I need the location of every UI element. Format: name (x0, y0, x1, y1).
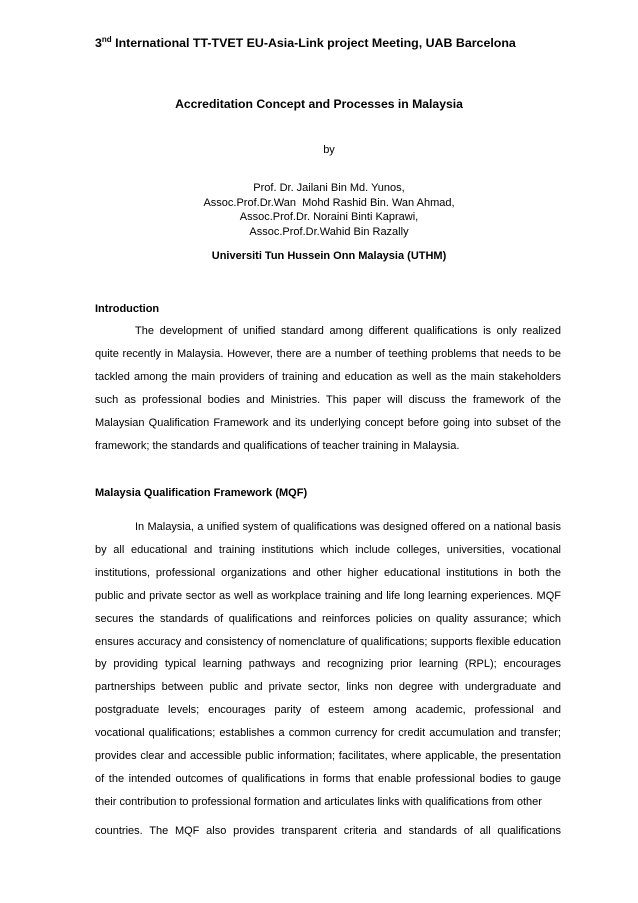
author-3: Assoc.Prof.Dr. Noraini Binti Kaprawi, (239, 211, 419, 223)
affiliation: Universiti Tun Hussein Onn Malaysia (UTHM) (211, 250, 447, 262)
mqf-last-line: countries. The MQF also provides transparent criteria and standards of all qualifications (95, 825, 561, 837)
header-ordinal: 3 (95, 36, 102, 50)
author-2: Assoc.Prof.Dr.Wan Mohd Rashid Bin. Wan Ahmad, (203, 196, 455, 209)
mqf-paragraph: In Malaysia, a unified system of qualifications was designed offered on a national basis by all educational and training institutions which include colleges, universities, vocational institutions, professional organizations and other higher educational institutions in both the public and private sector as well as workplace training and life long learning experiences. MQF secures the standards of qualifications and reinforces policies on quality assurance; which ensures accuracy and consistency of nomenclature of qualifications; supports flexible education by providing typical learning pathways and recognizing prior learning (RPL); encourages partnerships between public and private sector, links non degree with undergraduate and postgraduate levels; encourages parity of esteem among academic, professional and vocational qualifications; establishes a common currency for credit accumulation and transfer; provides clear and accessible public information; facilitates, where applicable, the presentation of the intended outcomes of qualifications in forms that enable professional bodies to gauge their contribution to professional formation and articulates links with qualifications from other (95, 521, 561, 808)
by-line: by (323, 144, 335, 156)
header-meeting: International TT-TVET EU-Asia-Link project Meeting, UAB Barcelona (111, 36, 516, 50)
introduction-paragraph: The development of unified standard among different qualifications is only realized quite recently in Malaysia. However, there are a number of teething problems that needs to be tackled among the main providers of training and education as well as the main stakeholders such as professional bodies and Ministries. This paper will discuss the framework of the Malaysian Qualification Framework and its underlying concept before going into subset of the framework; the standards and qualifications of teacher training in Malaysia. (95, 325, 561, 452)
author-1: Prof. Dr. Jailani Bin Md. Yunos, (253, 182, 405, 194)
author-4: Assoc.Prof.Dr.Wahid Bin Razally (249, 225, 409, 238)
running-header (95, 36, 575, 50)
author-list (0, 181, 638, 239)
section-heading-introduction: Introduction (95, 303, 160, 315)
header-ordinal-suffix: nd (101, 35, 112, 44)
mqf-paragraph-continued (95, 820, 561, 843)
paper-title: Accreditation Concept and Processes in Malaysia (175, 97, 463, 111)
section-heading-mqf: Malaysia Qualification Framework (MQF) (95, 487, 308, 499)
